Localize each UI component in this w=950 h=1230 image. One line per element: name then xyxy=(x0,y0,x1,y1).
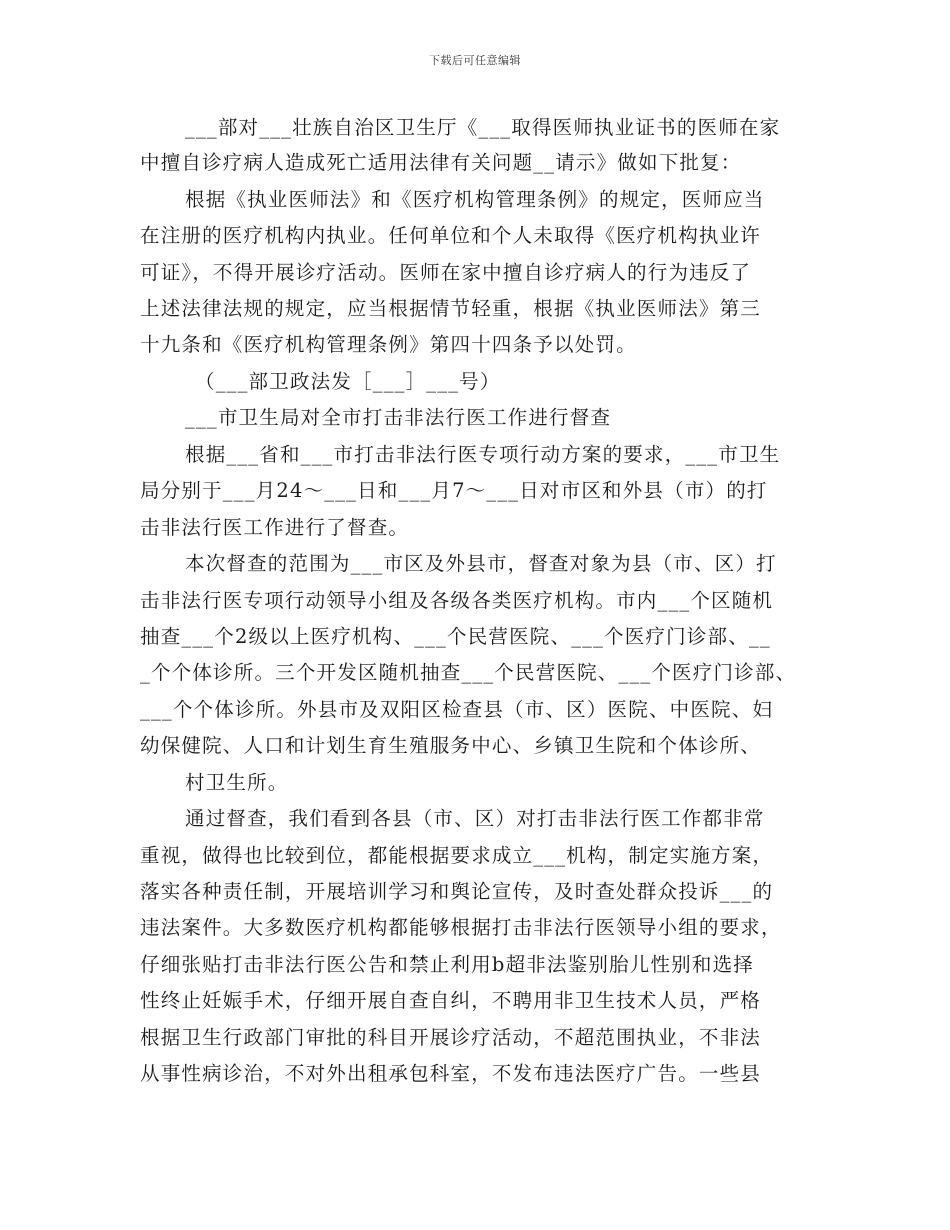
paragraph-line: 击非法行医工作进行了督查。 xyxy=(140,516,410,539)
section-heading: ___市卫生局对全市打击非法行医工作进行督查 xyxy=(185,406,612,429)
paragraph-line: ___个个体诊所。外县市及双阳区检查县（市、区）医院、中医院、妇 xyxy=(140,698,774,721)
paragraph-line: 可证》，不得开展诊疗活动。医师在家中擅自诊疗病人的行为违反了 xyxy=(140,261,752,284)
paragraph-line: 上述法律法规的规定，应当根据情节轻重，根据《执业医师法》第三 xyxy=(140,297,762,320)
paragraph-line: 落实各种责任制，开展培训学习和舆论宣传，及时查处群众投诉___的 xyxy=(140,880,774,903)
paragraph-line: 幼保健院、人口和计划生育生殖服务中心、乡镇卫生院和个体诊所、 xyxy=(140,734,762,757)
paragraph-line: 性终止妊娠手术，仔细开展自查自纠，不聘用非卫生技术人员，严格 xyxy=(140,989,762,1012)
paragraph-line: 局分别于___月24～___日和___月7～___日对市区和外县（市）的打 xyxy=(140,479,768,502)
document-number: （___部卫政法发［___］___号） xyxy=(195,370,501,393)
paragraph-line: 仔细张贴打击非法行医公告和禁止利用b超非法鉴别胎儿性别和选择 xyxy=(140,953,754,976)
paragraph-line: 根据卫生行政部门审批的科目开展诊疗活动，不超范围执业，不非法 xyxy=(140,1026,762,1049)
paragraph-line: 村卫生所。 xyxy=(185,771,289,794)
paragraph-line: 在注册的医疗机构内执业。任何单位和个人未取得《医疗机构执业许 xyxy=(140,224,762,247)
paragraph-line: 违法案件。大多数医疗机构都能够根据打击非法行医领导小组的要求， xyxy=(140,916,782,939)
paragraph-line: 十九条和《医疗机构管理条例》第四十四条予以处罚。 xyxy=(140,333,637,356)
paragraph-line: 击非法行医专项行动领导小组及各级各类医疗机构。市内___个区随机 xyxy=(140,589,774,612)
paragraph-line: 抽查___个2级以上医疗机构、___个民营医院、___个医疗门诊部、__ xyxy=(140,625,771,648)
paragraph-line: 本次督查的范围为___市区及外县市，督查对象为县（市、区）打 xyxy=(185,552,777,575)
paragraph-line: _个个体诊所。三个开发区随机抽查___个民营医院、___个医疗门诊部、 xyxy=(140,661,797,684)
paragraph-line: 根据___省和___市打击非法行医专项行动方案的要求，___市卫生 xyxy=(185,443,781,466)
paragraph-line: 从事性病诊治，不对外出租承包科室，不发布违法医疗广告。一些县 xyxy=(140,1062,762,1085)
paragraph-line: 通过督查，我们看到各县（市、区）对打击非法行医工作都非常 xyxy=(185,807,765,830)
paragraph-line: ___部对___壮族自治区卫生厅《___取得医师执业证书的医师在家 xyxy=(185,116,781,139)
header-note: 下载后可任意编辑 xyxy=(429,54,521,67)
paragraph-line: 根据《执业医师法》和《医疗机构管理条例》的规定，医师应当 xyxy=(185,188,765,211)
paragraph-line: 中擅自诊疗病人造成死亡适用法律有关问题__请示》做如下批复： xyxy=(140,151,742,174)
paragraph-line: 重视，做得也比较到位，都能根据要求成立___机构，制定实施方案， xyxy=(140,844,774,867)
